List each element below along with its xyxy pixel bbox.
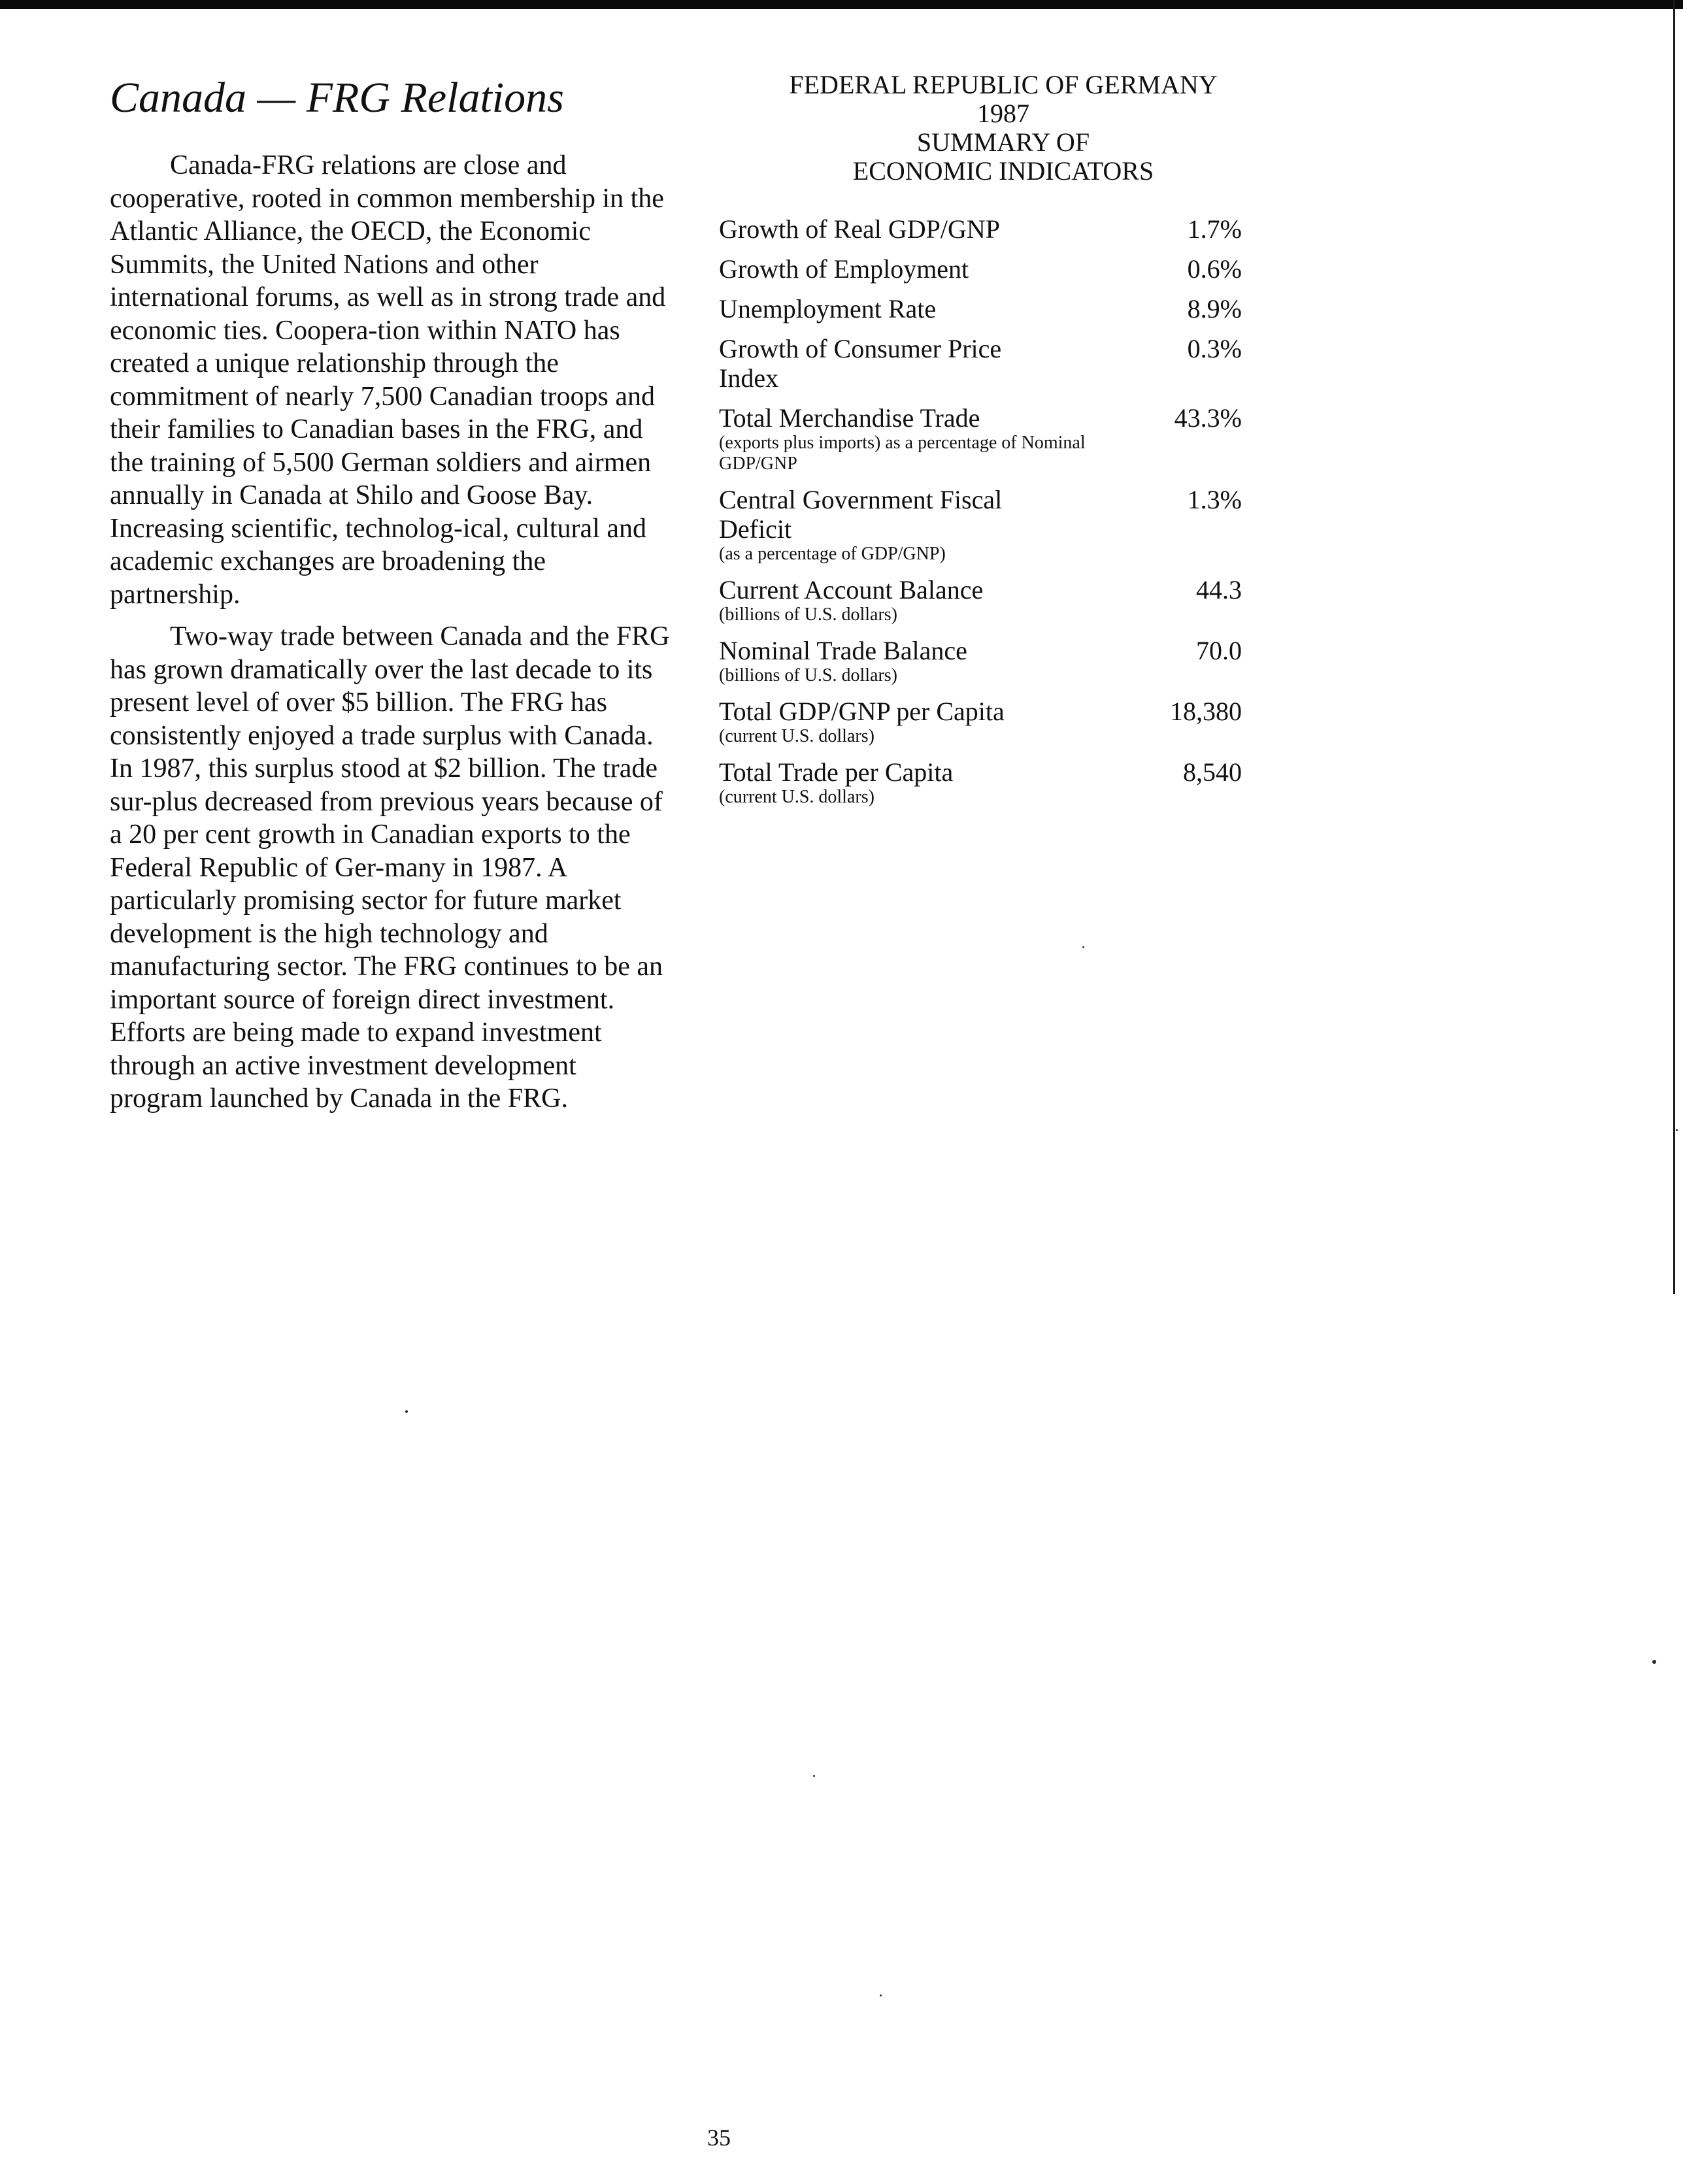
indicator-row (719, 294, 1288, 323)
indicators-heading-line: ECONOMIC INDICATORS (852, 156, 1154, 186)
indicator-note: (current U.S. dollars) (719, 787, 875, 807)
scan-speck (1082, 946, 1084, 948)
indicator-label: Growth of Real GDP/GNP (719, 214, 1000, 244)
indicator-label: Growth of Consumer Price Index (719, 334, 1002, 393)
scan-speck (1652, 1660, 1656, 1664)
indicator-label: Total Trade per Capita (719, 757, 954, 787)
indicator-note: (billions of U.S. dollars) (719, 604, 897, 625)
indicator-value: 1.3% (1187, 485, 1242, 514)
indicator-row (719, 575, 1288, 625)
indicator-value: 18,380 (1170, 697, 1242, 726)
indicator-row (719, 214, 1288, 244)
indicator-note: (as a percentage of GDP/GNP) (719, 544, 946, 564)
page-number: 35 (707, 2125, 731, 2151)
indicator-label: Current Account Balance (719, 575, 984, 604)
indicator-value: 8,540 (1183, 757, 1242, 787)
indicator-note: (current U.S. dollars) (719, 726, 875, 746)
economic-indicators-panel (719, 71, 1288, 818)
scan-speck (880, 1994, 882, 1996)
indicator-note: (exports plus imports) as a percentage of Nominal GDP/GNP (719, 433, 1086, 474)
indicator-row (719, 334, 1288, 393)
indicator-row (719, 254, 1288, 284)
article-paragraph: Two-way trade between Canada and the FRG has grown dramatically over the last decade to its present level of over $5 billion. The FRG has consistently enjoyed a trade surplus with Canada. In 1987, this surplus stood at $2 billion. The trade sur-plus decreased from previous years because of a 20 per cent growth in Canadian exports to the Federal Republic of Ger-many in 1987. A particularly promising sector for future market development is the high technology and manufacturing sector. The FRG continues to be an important source of foreign direct investment. Efforts are being made to expand investment through an active investment development program launched by Canada in the FRG. (110, 621, 670, 1114)
indicators-heading-year: 1987 (977, 99, 1029, 128)
indicator-value: 8.9% (1187, 294, 1242, 323)
scan-speck (1676, 1129, 1678, 1131)
indicators-heading (719, 71, 1288, 186)
indicator-label: Total GDP/GNP per Capita (719, 697, 1005, 726)
indicator-label: Central Government Fiscal Deficit (719, 485, 1003, 544)
indicator-value: 0.3% (1187, 334, 1242, 363)
indicator-label: Unemployment Rate (719, 294, 937, 323)
article-title: Canada — FRG Relations (110, 74, 564, 122)
indicator-value: 70.0 (1196, 636, 1242, 665)
indicator-value: 43.3% (1174, 403, 1242, 433)
indicator-label: Nominal Trade Balance (719, 636, 967, 665)
indicator-note: (billions of U.S. dollars) (719, 665, 897, 686)
indicator-value: 1.7% (1187, 214, 1242, 244)
indicators-heading-country: FEDERAL REPUBLIC OF GERMANY (789, 70, 1218, 99)
indicator-row (719, 403, 1288, 474)
page-edge-line (1673, 0, 1675, 1294)
indicators-table (719, 214, 1288, 808)
indicator-row (719, 636, 1288, 686)
indicator-value: 0.6% (1187, 254, 1242, 284)
article-column (110, 65, 672, 1125)
indicator-label: Total Merchandise Trade (719, 403, 980, 433)
scan-speck (813, 1775, 815, 1777)
indicator-label: Growth of Employment (719, 254, 969, 284)
top-border-rule (0, 0, 1683, 9)
indicator-value: 44.3 (1196, 575, 1242, 604)
indicator-row (719, 697, 1288, 747)
indicator-row (719, 757, 1288, 808)
indicators-heading-line: SUMMARY OF (916, 127, 1090, 157)
indicator-row (719, 485, 1288, 565)
scan-speck (405, 1410, 408, 1413)
article-paragraph: Canada-FRG relations are close and cooperative, rooted in common membership in the Atlantic Alliance, the OECD, the Economic Summits, the United Nations and other international forums, as well as in strong trade and economic ties. Coopera-tion within NATO has created a unique relationship through the commitment of nearly 7,500 Canadian troops and their families to Canadian bases in the FRG, and the training of 5,500 German soldiers and airmen annually in Canada at Shilo and Goose Bay. Increasing scientific, technolog-ical, cultural and academic exchanges are broadening the partnership. (110, 150, 666, 610)
